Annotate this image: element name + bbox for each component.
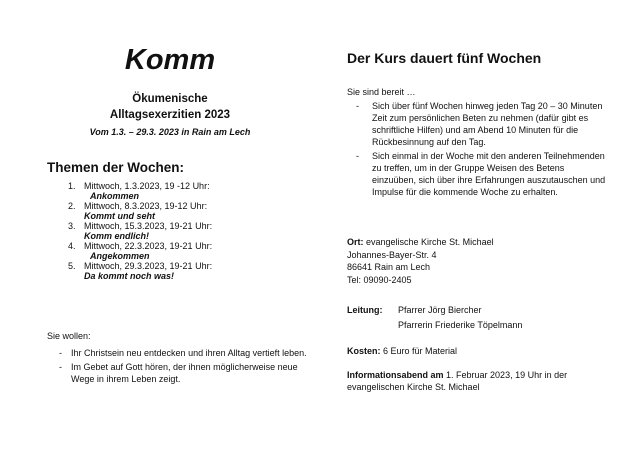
list-item-text: Im Gebet auf Gott hören, der ihnen möglicherweise neue Wege in ihrem Leben zeigt.: [71, 362, 298, 384]
week-date: Mittwoch, 22.3.2023, 19-21 Uhr:: [84, 241, 213, 251]
address-city: 86641 Rain am Lech: [347, 262, 431, 272]
week-theme: Angekommen: [90, 251, 150, 261]
flyer-title: Komm: [124, 44, 216, 76]
week-item: [68, 201, 318, 221]
course-dates: Vom 1.3. – 29.3. 2023 in Rain am Lech: [89, 127, 251, 137]
bullet-dash: -: [356, 151, 359, 161]
info-label: Informationsabend am: [347, 370, 444, 380]
phone-number: Tel: 09090-2405: [347, 274, 412, 285]
list-item: [59, 361, 319, 385]
bereit-list: [356, 100, 606, 200]
bullet-dash: -: [59, 362, 62, 372]
themen-heading: Themen der Wochen:: [47, 160, 185, 175]
leitung-name: Pfarrerin Friederike Töpelmann: [398, 320, 523, 330]
week-theme: Komm endlich!: [84, 231, 150, 241]
kosten-value: 6 Euro für Material: [383, 346, 458, 356]
weeks-list: [68, 181, 318, 281]
week-item: [68, 241, 318, 261]
list-item-text: Sich über fünf Wochen hinweg jeden Tag 20 – 30 Minuten Zeit zum persönlichen Beten zu nehmen (dafür gibt es schriftliche Hilfen) und am Abend 10 Minuten für die Rückbesinnung auf den Tag.: [372, 101, 603, 147]
leitung-line: [347, 318, 523, 333]
list-item-text: Sich einmal in der Woche mit den anderen Teilnehmenden zu treffen, um in der Gruppe Weisen des Betens einzuüben, sich über ihre Erfahrungen auszutauschen und Impulse für die kommende Woche zu erhalten.: [372, 151, 606, 197]
list-item: [356, 100, 606, 148]
week-date: Mittwoch, 29.3.2023, 19-21 Uhr:: [84, 261, 213, 271]
list-item-text: Ihr Christsein neu entdecken und ihren Alltag vertieft leben.: [71, 348, 307, 358]
week-theme: Da kommt noch was!: [84, 271, 175, 281]
location-line: [347, 236, 494, 249]
week-number: 3.: [68, 221, 76, 231]
subtitle-line-2: Alltagsexerzitien 2023: [109, 109, 231, 121]
week-theme: Ankommen: [90, 191, 140, 201]
kurs-heading: Der Kurs dauert fünf Wochen: [347, 50, 542, 66]
location-label: Ort:: [347, 237, 364, 247]
bullet-dash: -: [59, 348, 62, 358]
week-theme: Kommt und seht: [84, 211, 155, 221]
week-number: 4.: [68, 241, 76, 251]
address-street: Johannes-Bayer-Str. 4: [347, 249, 437, 260]
week-date: Mittwoch, 8.3.2023, 19-12 Uhr:: [84, 201, 208, 211]
location-block: [347, 236, 494, 286]
leitung-label: Leitung:: [347, 305, 383, 315]
week-item: [68, 221, 318, 241]
week-number: 2.: [68, 201, 76, 211]
week-number: 1.: [68, 181, 76, 191]
wollen-heading: Sie wollen:: [47, 331, 91, 341]
leitung-name: Pfarrer Jörg Biercher: [398, 305, 482, 315]
week-item: [68, 181, 318, 201]
leitung-block: [347, 303, 523, 333]
list-item: [356, 150, 606, 198]
week-item: [68, 261, 318, 281]
week-date: Mittwoch, 1.3.2023, 19 -12 Uhr:: [84, 181, 210, 191]
subtitle-line-1: Ökumenische: [132, 93, 208, 105]
wollen-list: [59, 347, 319, 387]
location-value: evangelische Kirche St. Michael: [366, 237, 494, 247]
info-line: [347, 369, 602, 393]
kosten-line: [347, 346, 457, 356]
list-item: [59, 347, 319, 359]
info-value: 1. Februar 2023, 19 Uhr in der evangelischen Kirche St. Michael: [347, 370, 568, 392]
leitung-line: [347, 303, 482, 318]
kosten-label: Kosten:: [347, 346, 381, 356]
bereit-intro: Sie sind bereit …: [347, 87, 416, 97]
week-number: 5.: [68, 261, 76, 271]
week-date: Mittwoch, 15.3.2023, 19-21 Uhr:: [84, 221, 213, 231]
bullet-dash: -: [356, 101, 359, 111]
